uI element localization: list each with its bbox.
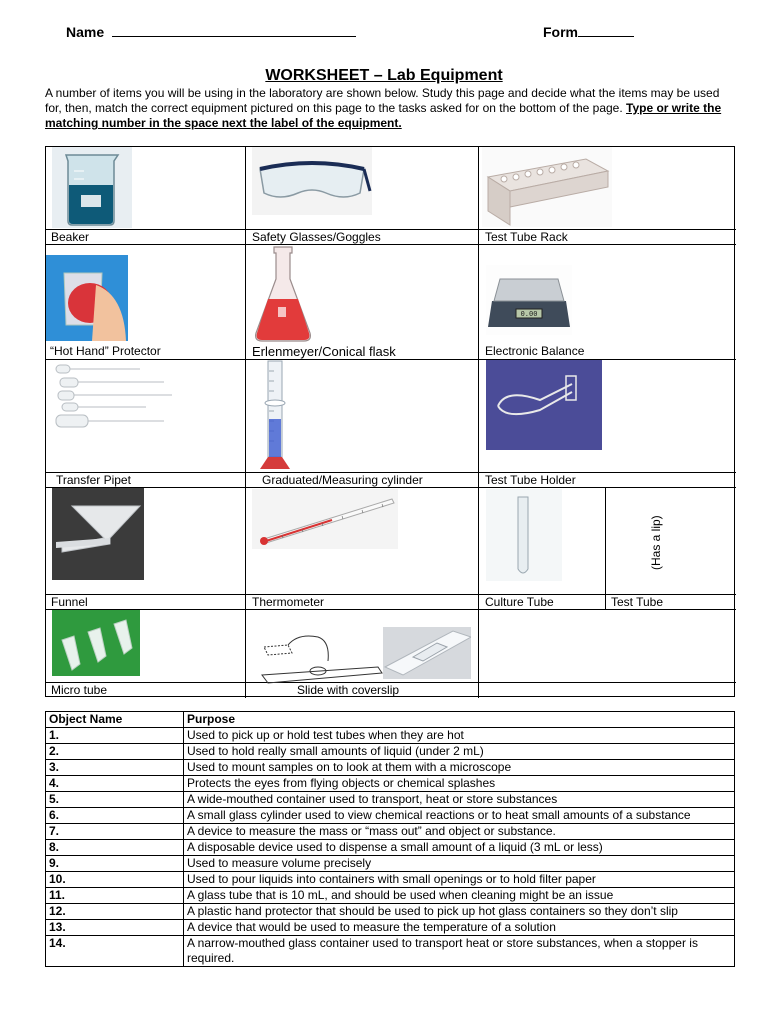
grid-divider: [46, 229, 736, 230]
purpose-cell: A narrow-mouthed glass container used to transport heat or store substances, when a stopper is required.: [184, 936, 735, 967]
test-tube-label: Test Tube: [611, 595, 664, 609]
object-number-cell[interactable]: 5.: [46, 792, 184, 808]
slide-photo: [383, 627, 471, 679]
table-row: [46, 808, 735, 824]
graduated-cylinder-label: Graduated/Measuring cylinder: [262, 473, 423, 487]
purpose-cell: Used to hold really small amounts of liquid (under 2 mL): [184, 744, 735, 760]
thermometer-label: Thermometer: [252, 595, 325, 609]
table-row: [46, 760, 735, 776]
object-number-cell[interactable]: 1.: [46, 728, 184, 744]
object-number-cell[interactable]: 3.: [46, 760, 184, 776]
object-number-cell[interactable]: 8.: [46, 840, 184, 856]
micro-tube-image: [52, 610, 140, 676]
test-tube-rack-image: [482, 147, 612, 227]
purpose-cell: A device that would be used to measure the temperature of a solution: [184, 920, 735, 936]
table-row: [46, 776, 735, 792]
table-row: [46, 904, 735, 920]
goggles-image: [252, 147, 372, 215]
object-number-cell[interactable]: 9.: [46, 856, 184, 872]
purpose-cell: A wide-mouthed container used to transport, heat or store substances: [184, 792, 735, 808]
transfer-pipet-image: [54, 363, 174, 431]
erlenmeyer-flask-label: Erlenmeyer/Conical flask: [252, 344, 396, 359]
purpose-cell: Used to pour liquids into containers with small openings or to hold filter paper: [184, 872, 735, 888]
object-number-cell[interactable]: 7.: [46, 824, 184, 840]
equipment-grid: [45, 146, 735, 697]
electronic-balance-label: Electronic Balance: [485, 344, 585, 358]
purpose-header: Purpose: [184, 712, 735, 728]
funnel-image: [52, 488, 144, 580]
table-row: [46, 728, 735, 744]
grid-divider: [46, 244, 736, 245]
table-row: [46, 744, 735, 760]
purpose-cell: A plastic hand protector that should be used to pick up hot glass containers so they don’t slip: [184, 904, 735, 920]
object-number-cell[interactable]: 10.: [46, 872, 184, 888]
table-row: [46, 936, 735, 967]
intro-text: A number of items you will be using in the laboratory are shown below. Study this page and decide what the items may be used for, then, match the correct equipment pictured on this page to the tasks asked for on the bottom of the page.: [45, 86, 720, 115]
hot-hand-protector-image: [46, 255, 128, 341]
slide-with-coverslip-label: Slide with coverslip: [297, 683, 400, 697]
test-tube-lip-note: (Has a lip): [649, 515, 663, 570]
purpose-cell: A glass tube that is 10 mL, and should be used when cleaning might be an issue: [184, 888, 735, 904]
electronic-balance-image: [486, 265, 572, 335]
table-row: [46, 872, 735, 888]
goggles-label: Safety Glasses/Goggles: [252, 230, 381, 244]
purpose-table: [45, 711, 735, 967]
object-number-cell[interactable]: 4.: [46, 776, 184, 792]
name-line[interactable]: [112, 24, 356, 37]
object-number-cell[interactable]: 11.: [46, 888, 184, 904]
object-number-cell[interactable]: 12.: [46, 904, 184, 920]
grid-divider: [46, 609, 736, 610]
hot-hand-protector-label: “Hot Hand” Protector: [50, 344, 161, 358]
erlenmeyer-flask-image: [254, 245, 312, 343]
intro-paragraph: [45, 86, 735, 131]
transfer-pipet-label: Transfer Pipet: [56, 473, 131, 487]
culture-tube-image: [486, 489, 562, 581]
test-tube-holder-label: Test Tube Holder: [485, 473, 576, 487]
name-field[interactable]: [66, 24, 356, 40]
purpose-cell: A device to measure the mass or “mass out” and object or substance.: [184, 824, 735, 840]
object-number-cell[interactable]: 2.: [46, 744, 184, 760]
grid-divider: [46, 359, 736, 360]
table-row: [46, 920, 735, 936]
form-line[interactable]: [578, 24, 634, 37]
table-header-row: [46, 712, 735, 728]
table-row: [46, 840, 735, 856]
culture-tube-label: Culture Tube: [485, 595, 554, 609]
test-tube-rack-label: Test Tube Rack: [485, 230, 568, 244]
table-row: [46, 824, 735, 840]
funnel-label: Funnel: [51, 595, 88, 609]
table-row: [46, 888, 735, 904]
purpose-cell: Used to measure volume precisely: [184, 856, 735, 872]
purpose-table-body: [46, 728, 735, 967]
object-number-cell[interactable]: 14.: [46, 936, 184, 967]
object-name-header: Object Name: [46, 712, 184, 728]
object-number-cell[interactable]: 6.: [46, 808, 184, 824]
beaker-image: [52, 147, 132, 228]
purpose-cell: A small glass cylinder used to view chemical reactions or to heat small amounts of a substance: [184, 808, 735, 824]
purpose-cell: Used to mount samples on to look at them with a microscope: [184, 760, 735, 776]
thermometer-image: [252, 489, 398, 549]
grid-divider: [605, 487, 606, 609]
slide-with-coverslip-diagram: [258, 625, 384, 685]
table-row: [46, 856, 735, 872]
balance-display: 0.00: [520, 310, 538, 318]
form-label: Form: [543, 24, 578, 40]
test-tube-holder-image: [486, 360, 602, 450]
purpose-cell: Protects the eyes from flying objects or chemical splashes: [184, 776, 735, 792]
micro-tube-label: Micro tube: [51, 683, 108, 697]
worksheet-title: WORKSHEET – Lab Equipment: [265, 67, 503, 84]
object-number-cell[interactable]: 13.: [46, 920, 184, 936]
table-row: [46, 792, 735, 808]
intro-instruction: Type or write the matching number in the space next the label of the equipment.: [45, 101, 722, 130]
name-label: Name: [66, 24, 105, 40]
purpose-cell: Used to pick up or hold test tubes when they are hot: [184, 728, 735, 744]
form-field[interactable]: [543, 24, 634, 40]
grid-divider: [46, 487, 736, 488]
beaker-label: Beaker: [51, 230, 90, 244]
purpose-cell: A disposable device used to dispense a small amount of a liquid (3 mL or less): [184, 840, 735, 856]
graduated-cylinder-image: [252, 359, 302, 471]
